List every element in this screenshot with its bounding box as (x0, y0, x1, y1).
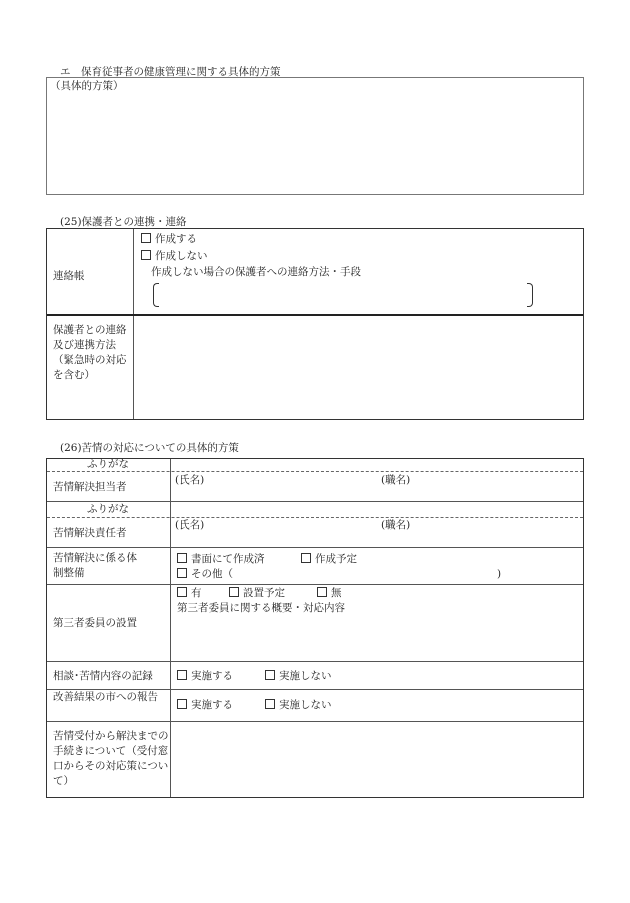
opt-report-do-text: 実施する (191, 699, 233, 711)
bracket-left (153, 283, 159, 307)
checkbox-plan-setup[interactable] (229, 587, 239, 597)
responsible-label: 苦情解決責任者 (53, 527, 127, 539)
third-party-opt-none[interactable] (317, 587, 342, 600)
checkbox-report-not[interactable] (265, 699, 275, 709)
checkbox-yes[interactable] (177, 587, 187, 597)
opt-create-text: 作成する (155, 233, 197, 245)
record-opt-do[interactable] (177, 670, 233, 683)
health-management-box-label: （具体的方策） (50, 80, 124, 92)
renrakucho-option-not-create[interactable] (141, 250, 208, 263)
opt-other-text: その他（ (191, 568, 233, 580)
checkbox-none[interactable] (317, 587, 327, 597)
checkbox-create[interactable] (141, 233, 151, 243)
furigana-2: ふりがな (87, 503, 129, 515)
section-25-heading: (25)保護者との連携・連絡 (60, 216, 187, 228)
opt-plan-setup-text: 設置予定 (243, 587, 285, 599)
system-opt-other[interactable] (177, 568, 233, 581)
section-e-heading: エ 保育従事者の健康管理に関する具体的方策 (60, 66, 281, 78)
system-label: 苦情解決に係る体制整備 (53, 552, 137, 579)
opt-planned-text: 作成予定 (315, 553, 357, 565)
opt-record-do-text: 実施する (191, 670, 233, 682)
title-field-1[interactable]: (職名) (381, 474, 411, 486)
opt-report-not-text: 実施しない (279, 699, 332, 711)
checkbox-planned[interactable] (301, 553, 311, 563)
complaint-handling-table (46, 458, 584, 798)
person-in-charge-label: 苦情解決担当者 (53, 481, 127, 493)
opt-record-not-text: 実施しない (279, 670, 332, 682)
opt-yes-text: 有 (191, 587, 202, 599)
bracket-right (527, 283, 533, 307)
opt-written-text: 書面にて作成済 (191, 553, 265, 565)
record-opt-not[interactable] (265, 670, 332, 683)
procedure-label: 苦情受付から解決までの手続きについて（受付窓口からその対応策について） (53, 730, 169, 787)
checkbox-written[interactable] (177, 553, 187, 563)
report-opt-not[interactable] (265, 699, 332, 712)
checkbox-record-not[interactable] (265, 670, 275, 680)
third-party-opt-yes[interactable] (177, 587, 202, 600)
section-26-heading: (26)苦情の対応についての具体的方策 (60, 442, 239, 454)
name-field-1[interactable]: (氏名) (175, 474, 205, 486)
checkbox-other[interactable] (177, 568, 187, 578)
opt-not-create-text: 作成しない (155, 250, 208, 262)
title-field-2[interactable]: (職名) (381, 519, 411, 531)
third-party-opt-plan[interactable] (229, 587, 285, 600)
system-opt-other-close: ) (497, 568, 502, 580)
renrakucho-option-create[interactable] (141, 233, 197, 246)
system-opt-written[interactable] (177, 553, 265, 566)
cooperation-method-label: 保護者との連絡及び連携方法（緊急時の対応を含む） (53, 324, 127, 381)
health-management-box[interactable] (46, 77, 584, 195)
third-party-note: 第三者委員に関する概要・対応内容 (177, 602, 345, 614)
record-label: 相談･苦情内容の記録 (53, 670, 153, 682)
checkbox-record-do[interactable] (177, 670, 187, 680)
report-label: 改善結果の市への報告 (53, 691, 158, 703)
furigana-1: ふりがな (87, 458, 129, 470)
report-opt-do[interactable] (177, 699, 233, 712)
checkbox-report-do[interactable] (177, 699, 187, 709)
name-field-2[interactable]: (氏名) (175, 519, 205, 531)
not-create-note: 作成しない場合の保護者への連絡方法・手段 (151, 266, 361, 278)
checkbox-not-create[interactable] (141, 250, 151, 260)
renrakucho-label: 連絡帳 (53, 270, 85, 282)
opt-none-text: 無 (331, 587, 342, 599)
system-opt-planned[interactable] (301, 553, 357, 566)
third-party-label: 第三者委員の設置 (53, 617, 137, 629)
parent-liaison-table (46, 228, 584, 420)
